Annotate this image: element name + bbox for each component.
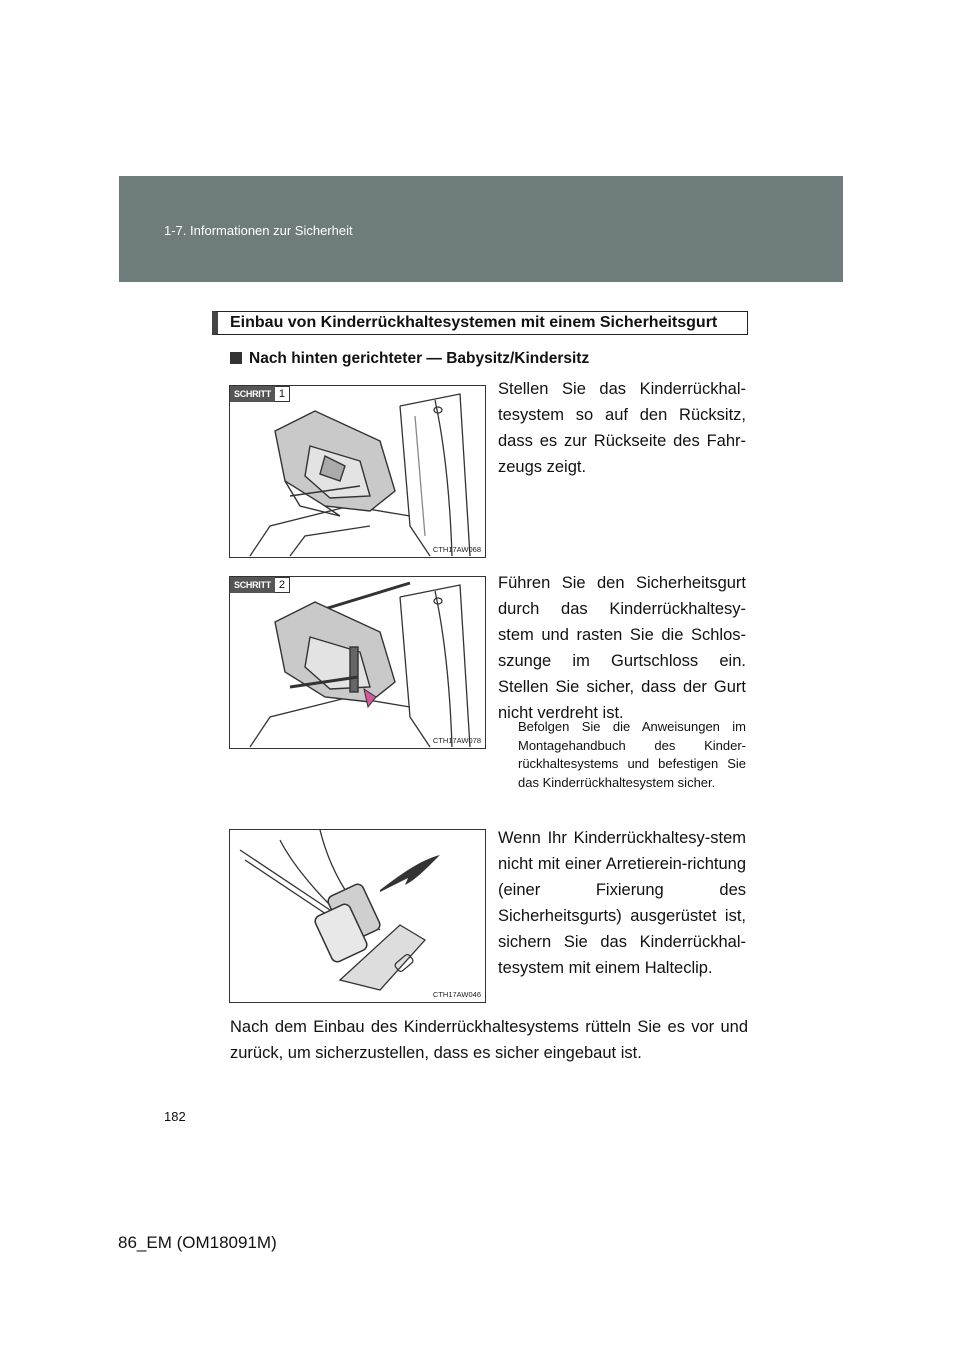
subheading <box>230 350 589 368</box>
step2-note: Befolgen Sie die Anweisungen im Montagehandbuch des Kinder-rückhaltesystems und befestigen Sie das Kinderrückhaltesystem sicher. <box>518 719 746 790</box>
seatbelt-routing-illustration <box>230 577 485 748</box>
step2-figure <box>229 576 486 749</box>
breadcrumb: 1-7. Informationen zur Sicherheit <box>164 223 353 238</box>
page-number: 182 <box>164 1109 186 1124</box>
closing-text: Nach dem Einbau des Kinderrückhaltesystems rütteln Sie es vor und zurück, um sicherzustellen, dass es sicher eingebaut ist. <box>230 1018 748 1062</box>
step1-figure <box>229 385 486 558</box>
figure-code: CTH17AW046 <box>432 990 481 999</box>
clip-text: Wenn Ihr Kinderrückhaltesy-stem nicht mit einer Arretierein-richtung (einer Fixierung des Sicherheitsgurts) ausgerüstet ist, sichern Sie das Kinderrückhal-tesystem mit einem Halteclip. <box>498 829 746 977</box>
rear-facing-child-seat-illustration <box>230 386 485 557</box>
square-bullet-icon <box>230 352 242 364</box>
step2-tag <box>230 577 290 593</box>
figure-code: CTH17AW068 <box>432 545 481 554</box>
section-title-box <box>212 311 748 335</box>
step-word: SCHRITT <box>230 386 275 402</box>
subheading-text: Nach hinten gerichteter — Babysitz/Kindersitz <box>249 350 590 367</box>
section-title: Einbau von Kinderrückhaltesystemen mit einem Sicherheitsgurt <box>230 314 718 331</box>
step1-text: Stellen Sie das Kinderrückhal-tesystem so auf den Rücksitz, dass es zur Rückseite des Fahr-zeugs zeigt. <box>498 380 746 476</box>
locking-clip-illustration <box>230 830 485 1002</box>
step-number: 2 <box>275 577 290 593</box>
step-word: SCHRITT <box>230 577 275 593</box>
arrow-icon <box>380 855 440 892</box>
document-code: 86_EM (OM18091M) <box>118 1233 277 1252</box>
clip-figure <box>229 829 486 1003</box>
figure-code: CTH17AW078 <box>432 736 481 745</box>
step-number: 1 <box>275 386 290 402</box>
step1-tag <box>230 386 290 402</box>
step2-text: Führen Sie den Sicherheitsgurt durch das Kinderrückhaltesy-stem und rasten Sie die Schlos-szunge im Gurtschloss ein. Stellen Sie sicher, dass der Gurt nicht verdreht ist. <box>498 574 746 722</box>
